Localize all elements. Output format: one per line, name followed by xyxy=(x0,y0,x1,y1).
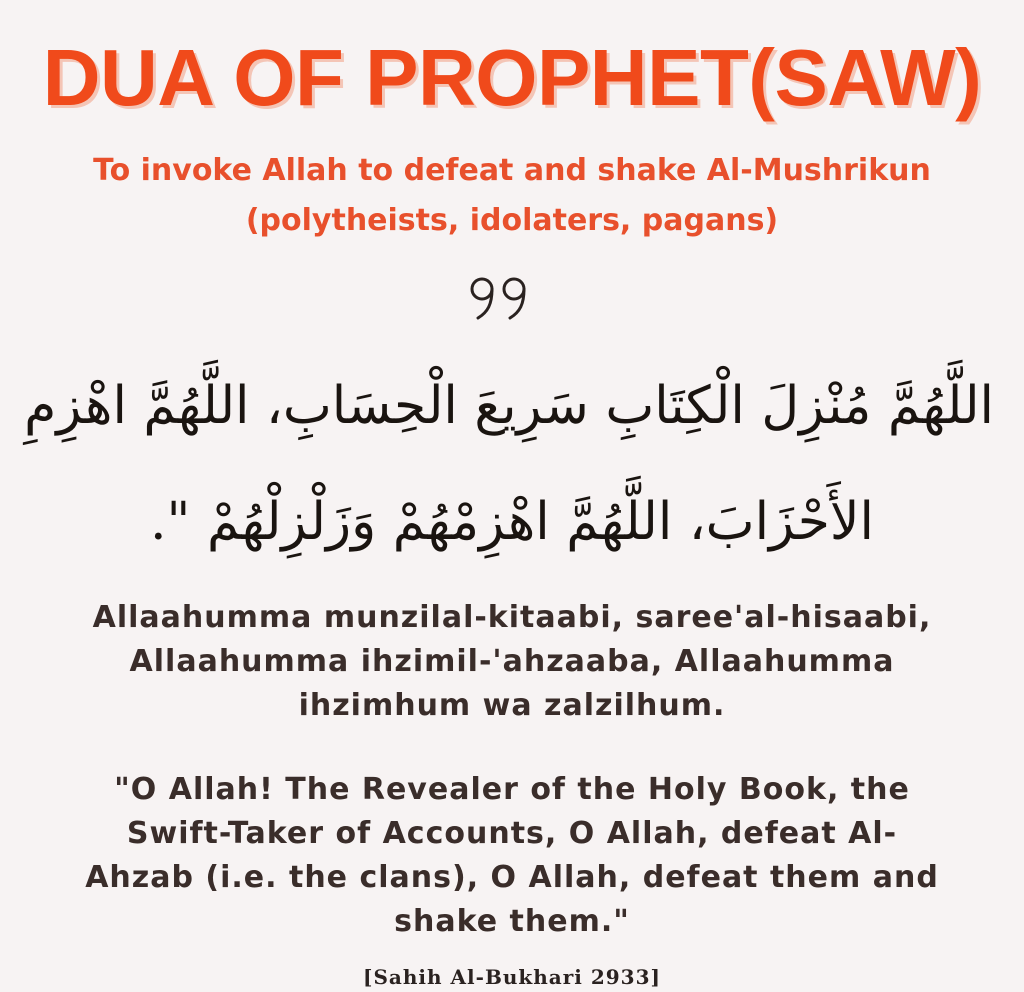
translation-line: Swift-Taker of Accounts, O Allah, defeat Al- xyxy=(126,816,898,851)
transliteration-line: Allaahumma ihzimil-'ahzaaba, Allaahumma xyxy=(129,644,895,679)
arabic-line: اللَّهُمَّ مُنْزِلَ الْكِتَابِ سَرِيعَ الْحِسَابِ، اللَّهُمَّ اهْزِمِ xyxy=(24,376,994,436)
transliteration xyxy=(40,596,984,728)
page-title: DUA OF PROPHET(SAW) xyxy=(42,33,982,122)
subtitle xyxy=(40,146,984,246)
subtitle-line: To invoke Allah to defeat and shake Al-Mushrikun xyxy=(93,153,931,188)
hadith-reference: [Sahih Al-Bukhari 2933] xyxy=(363,965,661,989)
translation-line: "O Allah! The Revealer of the Holy Book, the xyxy=(114,772,910,807)
arabic-dua xyxy=(24,348,994,580)
translation xyxy=(40,768,984,944)
transliteration-line: Allaahumma munzilal-kitaabi, saree'al-hisaabi, xyxy=(92,600,932,635)
arabic-line: الأَحْزَابَ، اللَّهُمَّ اهْزِمْهُمْ وَزَلْزِلْهُمْ ". xyxy=(150,492,874,552)
double-quote-icon xyxy=(462,272,542,320)
translation-line: Ahzab (i.e. the clans), O Allah, defeat them and xyxy=(85,860,939,895)
subtitle-line: (polytheists, idolaters, pagans) xyxy=(245,203,779,238)
transliteration-line: ihzimhum wa zalzilhum. xyxy=(298,688,726,723)
translation-line: shake them." xyxy=(394,904,630,939)
